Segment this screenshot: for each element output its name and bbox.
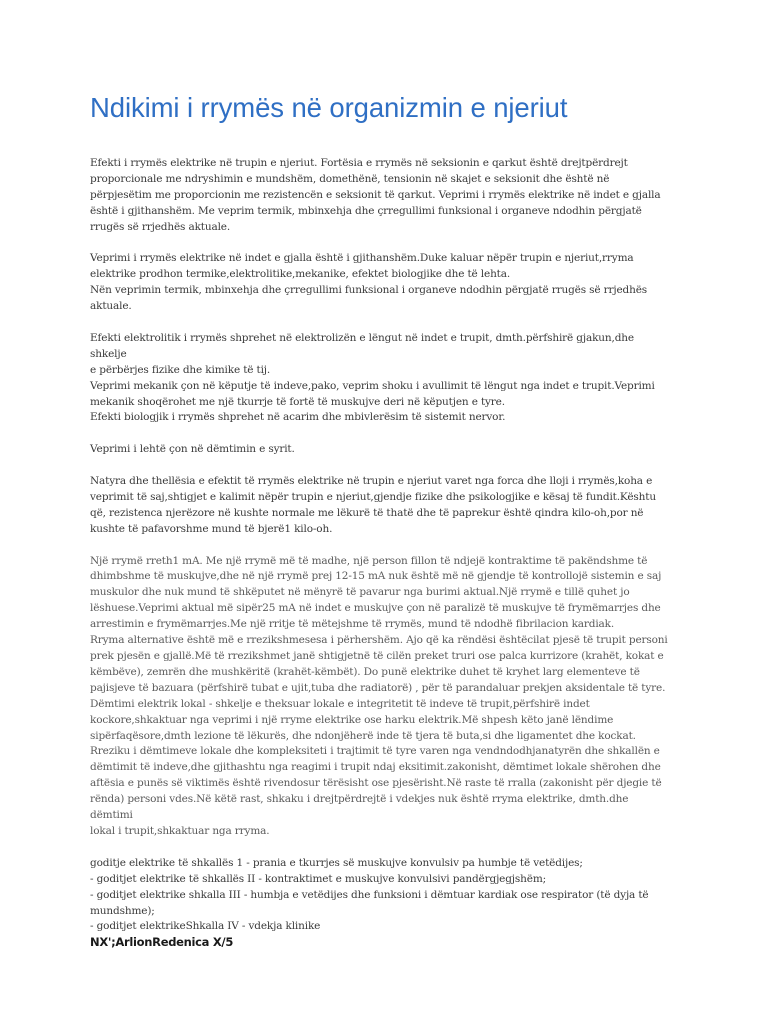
paragraph-line: rrugës së rrjedhës aktuale. <box>90 220 231 233</box>
paragraph-line: Efekti biologjik i rrymës shprehet në acarim dhe mbivlerësim të sistemit nervor. <box>90 411 506 424</box>
paragraph-line: është i gjithanshëm. Me veprim termik, mbinxehja dhe çrregullimi funksional i organeve ndodhin përgjatë <box>90 204 642 217</box>
paragraph-line: lëshuese.Veprimi aktual më sipër25 mA në indet e muskujve çon në paralizë të muskujve të frymëmarrjes dhe <box>90 602 661 615</box>
paragraph-line: aftësia e punës së viktimës është rivendosur tërësisht ose pjesërisht.Në raste të rralla (zakonisht për djegie të <box>90 777 662 790</box>
paragraph-line: Dëmtimi elektrik lokal - shkelje e theksuar lokale e integritetit të indeve të trupit,përfshirë indet <box>90 697 590 710</box>
paragraph-line: Efekti elektrolitik i rrymës shprehet në elektrolizën e lëngut në indet e trupit, dmth.përfshirë gjakun,dhe shkelje <box>90 331 634 360</box>
list-line: - goditjet elektrike shkalla III - humbja e vetëdijes dhe funksioni i dëmtuar kardiak ose respirator (të dyja të <box>90 888 649 901</box>
paragraph-line: përpjesëtim me proporcionin me rezistencën e seksionit të qarkut. Veprimi i rrymës elektrike në indet e gjalla <box>90 188 661 201</box>
paragraph-line: mekanik shoqërohet me një tkurrje të fortë të muskujve deri në këputjen e tyre. <box>90 395 505 408</box>
paragraph-line: dhimbshme të muskujve,dhe në një rrymë prej 12-15 mA nuk është më në gjendje të kontrollojë sistemin e saj <box>90 570 662 583</box>
paragraph-line: këmbëve), zemrën dhe mushkëritë (krahët-këmbët). Do punë elektrike duhet të kryhet larg elementeve të <box>90 665 640 678</box>
document-body <box>90 156 672 951</box>
paragraph-line: aktuale. <box>90 300 132 313</box>
shock-degree-list <box>90 856 672 951</box>
paragraph <box>90 156 672 236</box>
document-title: Ndikimi i rrymës në organizmin e njeriut <box>90 92 568 123</box>
paragraph-line: veprimit të saj,shtigjet e kalimit nëpër trupin e njeriut,gjendje fizike dhe psikologjike e kësaj të fundit.Kështu <box>90 490 656 503</box>
paragraph-line: pajisjeve të bazuara (përfshirë tubat e ujit,tuba dhe radiatorë) , për të parandaluar prekjen aksidentale të tyre. <box>90 681 666 694</box>
paragraph-line: Rryma alternative është më e rrezikshmesesa i përhershëm. Ajo që ka rëndësi ështëcilat pjesë të trupit personi <box>90 634 668 647</box>
paragraph-line: sipërfaqësore,dmth lezione të lëkurës, dhe ndonjëherë inde të tjera të buta,si dhe ligamentet dhe kockat. <box>90 729 636 742</box>
paragraph-line: kushte të pafavorshme mund të bjerë1 kilo-oh. <box>90 522 333 535</box>
list-line: goditje elektrike të shkallës 1 - prania e tkurrjes së muskujve konvulsiv pa humbje të vetëdijes; <box>90 856 583 869</box>
list-line: mundshme); <box>90 904 155 917</box>
paragraph-line: që, rezistenca njerëzore në kushte normale me lëkurë të thatë dhe të paprekur është qindra kilo-oh,por në <box>90 506 644 519</box>
paragraph-line: Veprimi mekanik çon në këputje të indeve,pako, veprim shoku i avullimit të lëngut nga indet e trupit.Veprimi <box>90 379 655 392</box>
paragraph-line: Veprimi i rrymës elektrike në indet e gjalla është i gjithanshëm.Duke kaluar nëpër trupin e njeriut,rryma <box>90 252 634 265</box>
paragraph-line: Një rrymë rreth1 mA. Me një rrymë më të madhe, një person fillon të ndjejë kontraktime të pakëndshme të <box>90 554 648 567</box>
paragraph-line: lokal i trupit,shkaktuar nga rryma. <box>90 824 270 837</box>
paragraph-line: Efekti i rrymës elektrike në trupin e njeriut. Fortësia e rrymës në seksionin e qarkut është drejtpërdrejt <box>90 157 628 169</box>
paragraph-line: Nën veprimin termik, mbinxehja dhe çrregullimi funksional i organeve ndodhin përgjatë rrugës së rrjedhës <box>90 284 648 297</box>
paragraph-line: Rreziku i dëmtimeve lokale dhe kompleksiteti i trajtimit të tyre varen nga vendndodhjanatyrën dhe shkallën e <box>90 745 660 758</box>
paragraph-line: e përbërjes fizike dhe kimike të tij. <box>90 363 271 376</box>
paragraph-line: muskulor dhe nuk mund të shkëputet në mënyrë të pavarur nga burimi aktual.Një rrymë e tillë quhet jo <box>90 586 630 599</box>
paragraph-line: prek pjesën e gjallë.Më të rrezikshmet janë shtigjetnë të cilën preket truri ose palca kurrizore (krahët, kokat e <box>90 650 664 663</box>
paragraph-line: kockore,shkaktuar nga veprimi i një rryme elektrike ose harku elektrik.Më shpesh këto janë lëndime <box>90 713 614 726</box>
paragraph-line: rënda) personi vdes.Në këtë rast, shkaku i drejtpërdrejtë i vdekjes nuk është rryma elektrike, dmth.dhe dëmtimi <box>90 793 629 822</box>
author-signature: NX';ArlionRedenica X/5 <box>90 935 234 950</box>
paragraph <box>90 331 672 426</box>
paragraph-line: proporcionale me ndryshimin e mundshëm, domethënë, tensionin në skajet e seksionit dhe është në <box>90 172 610 185</box>
list-line: - goditjet elektrike të shkallës II - kontraktimet e muskujve konvulsivi pandërgjegjshëm; <box>90 872 547 885</box>
paragraph <box>90 554 672 840</box>
paragraph-line: Natyra dhe thellësia e efektit të rrymës elektrike në trupin e njeriut varet nga forca dhe lloji i rrymës,koha e <box>90 475 653 488</box>
paragraph <box>90 442 672 458</box>
paragraph-line: dëmtimit të indeve,dhe gjithashtu nga reagimi i trupit ndaj eksitimit.zakonisht, dëmtimet lokale shërohen dhe <box>90 761 661 774</box>
paragraph-line: elektrike prodhon termike,elektrolitike,mekanike, efektet biologjike dhe të lehta. <box>90 268 511 281</box>
paragraph <box>90 474 672 538</box>
paragraph <box>90 251 672 315</box>
paragraph-container <box>90 156 672 840</box>
list-line: - goditjet elektrikeShkalla IV - vdekja klinike <box>90 920 321 933</box>
paragraph-line: Veprimi i lehtë çon në dëmtimin e syrit. <box>90 443 295 456</box>
paragraph-line: arrestimin e frymëmarrjes.Me një rritje të mëtejshme të rrymës, mund të ndodhë fibrilacion kardiak. <box>90 618 615 631</box>
